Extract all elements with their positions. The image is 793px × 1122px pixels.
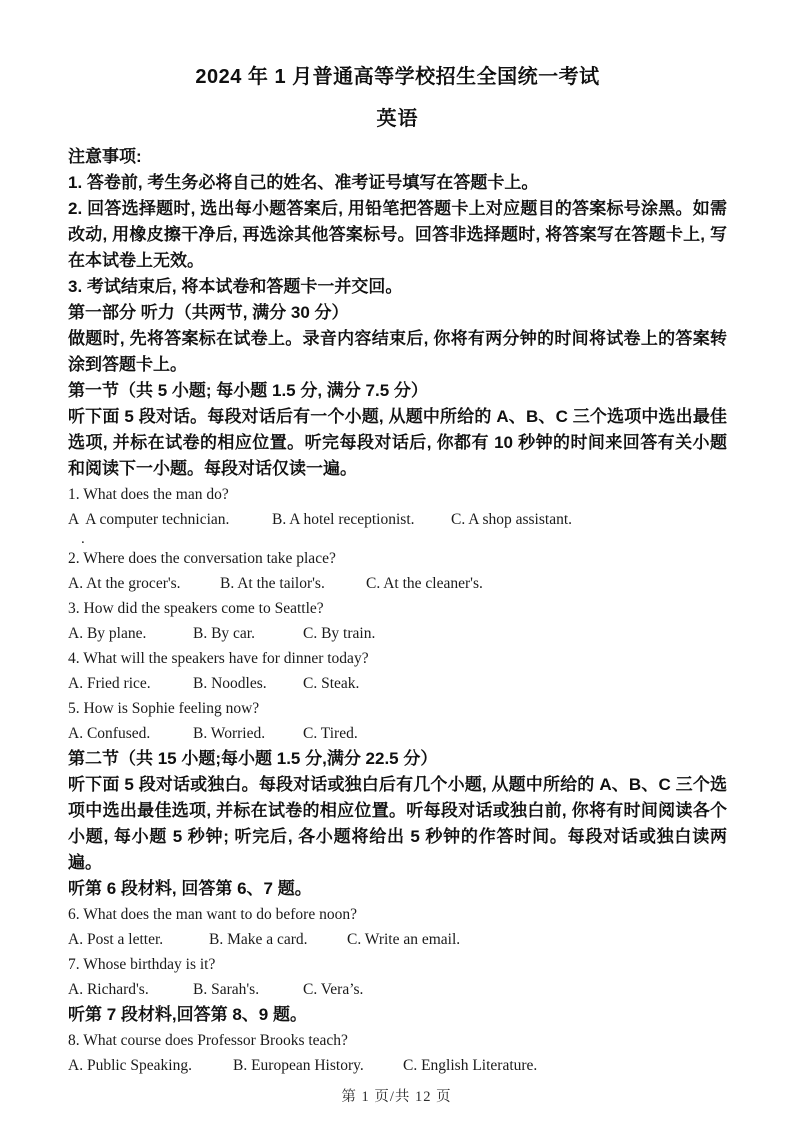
part1-note: 做题时, 先将答案标在试卷上。录音内容结束后, 你将有两分钟的时间将试卷上的答案转涂到答题卡上。 <box>68 329 727 374</box>
question-2-option-c: C. At the cleaner's. <box>366 575 483 592</box>
section1-heading: 第一节（共 5 小题; 每小题 1.5 分, 满分 7.5 分） <box>68 381 428 400</box>
question-5-option-c: C. Tired. <box>303 725 358 742</box>
question-8-text: 8. What course does Professor Brooks teach? <box>68 1032 348 1049</box>
question-3-text: 3. How did the speakers come to Seattle? <box>68 600 324 617</box>
section1-note: 听下面 5 段对话。每段对话后有一个小题, 从题中所给的 A、B、C 三个选项中选出最佳选项, 并标在试卷的相应位置。听完每段对话后, 你都有 10 秒钟的时间来回答有关小题和阅读下一小题。每段对话仅读一遍。 <box>68 407 727 478</box>
question-6-option-b: B. Make a card. <box>209 931 308 948</box>
question-1-option-a: A A computer technician. <box>68 511 230 528</box>
section2-note: 听下面 5 段对话或独白。每段对话或独白后有几个小题, 从题中所给的 A、B、C 三个选项中选出最佳选项, 并标在试卷的相应位置。听每段对话或独白前, 你将有时间阅读各个小题, 每小题 5 秒钟; 听完后, 各小题将给出 5 秒钟的作答时间。每段对话或独白读两遍。 <box>68 775 727 872</box>
question-8-option-c: C. English Literature. <box>403 1057 538 1074</box>
question-2-option-b: B. At the tailor's. <box>220 575 325 592</box>
question-5-option-b: B. Worried. <box>193 725 266 742</box>
question-1-option-c: C. A shop assistant. <box>451 511 573 528</box>
question-7-option-a: A. Richard's. <box>68 981 149 998</box>
question-3-options <box>68 621 727 646</box>
question-7-option-c: C. Vera’s. <box>303 981 364 998</box>
question-5-option-a: A. Confused. <box>68 725 151 742</box>
question-3-option-a: A. By plane. <box>68 625 147 642</box>
section2-heading: 第二节（共 15 小题;每小题 1.5 分,满分 22.5 分） <box>68 749 438 768</box>
question-7-text: 7. Whose birthday is it? <box>68 956 216 973</box>
question-8-options <box>68 1053 727 1078</box>
question-1-option-b: B. A hotel receptionist. <box>272 511 415 528</box>
question-4-option-a: A. Fried rice. <box>68 675 151 692</box>
subject-title: 英语 <box>376 108 419 130</box>
part1-heading: 第一部分 听力（共两节, 满分 30 分） <box>68 303 349 322</box>
question-6-options <box>68 927 727 952</box>
question-2-text: 2. Where does the conversation take place? <box>68 550 336 567</box>
question-7-option-b: B. Sarah's. <box>193 981 260 998</box>
question-3-option-b: B. By car. <box>193 625 255 642</box>
page-number: 第 1 页/共 12 页 <box>341 1089 452 1105</box>
notice-heading: 注意事项: <box>68 147 142 166</box>
question-2-options <box>68 571 727 596</box>
question-5-text: 5. How is Sophie feeling now? <box>68 700 260 717</box>
question-1-options <box>68 507 727 532</box>
question-6-option-a: A. Post a letter. <box>68 931 164 948</box>
question-2-option-a: A. At the grocer's. <box>68 575 181 592</box>
question-3-option-c: C. By train. <box>303 625 376 642</box>
question-6-option-c: C. Write an email. <box>347 931 461 948</box>
notice-item-1: 1. 答卷前, 考生务必将自己的姓名、准考证号填写在答题卡上。 <box>68 173 539 192</box>
question-1-text: 1. What does the man do? <box>68 486 229 503</box>
page-title: 2024 年 1 月普通高等学校招生全国统一考试 <box>195 66 600 88</box>
question-4-option-b: B. Noodles. <box>193 675 267 692</box>
material-7-heading: 听第 7 段材料,回答第 8、9 题。 <box>68 1005 307 1024</box>
notice-item-3: 3. 考试结束后, 将本试卷和答题卡一并交回。 <box>68 277 403 296</box>
question-4-text: 4. What will the speakers have for dinner today? <box>68 650 369 667</box>
stray-ink-dot: . <box>81 531 85 547</box>
question-7-options <box>68 977 727 1002</box>
question-4-options <box>68 671 727 696</box>
question-4-option-c: C. Steak. <box>303 675 360 692</box>
question-5-options <box>68 721 727 746</box>
material-6-heading: 听第 6 段材料, 回答第 6、7 题。 <box>68 879 312 898</box>
question-8-option-b: B. European History. <box>233 1057 364 1074</box>
question-6-text: 6. What does the man want to do before noon? <box>68 906 357 923</box>
notice-item-2: 2. 回答选择题时, 选出每小题答案后, 用铅笔把答题卡上对应题目的答案标号涂黑。如需改动, 用橡皮擦干净后, 再选涂其他答案标号。回答非选择题时, 将答案写在答题卡上, 写在本试卷上无效。 <box>68 199 727 270</box>
question-8-option-a: A. Public Speaking. <box>68 1057 192 1074</box>
